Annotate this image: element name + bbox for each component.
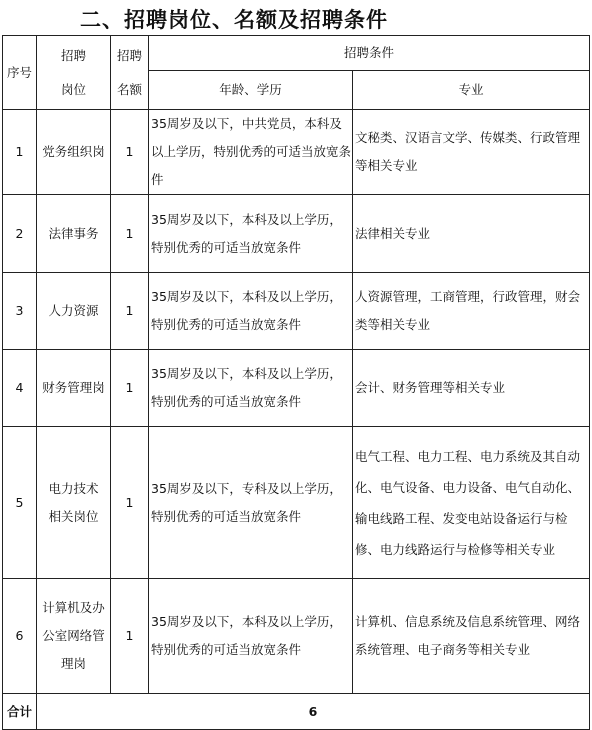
row-conditions: 35周岁及以下，本科及以上学历，特别优秀的可适当放宽条件 bbox=[149, 195, 353, 273]
header-conditions: 招聘条件 bbox=[149, 36, 590, 71]
row-quota: 1 bbox=[111, 195, 149, 273]
table-row bbox=[3, 273, 590, 350]
table-row bbox=[3, 579, 590, 694]
table-row bbox=[3, 110, 590, 195]
header-quota-line1: 招聘 bbox=[116, 47, 142, 63]
row-conditions: 35周岁及以下，本科及以上学历，特别优秀的可适当放宽条件 bbox=[149, 579, 353, 694]
header-quota-line2: 名额 bbox=[116, 81, 142, 97]
row-conditions: 35周岁及以下，本科及以上学历，特别优秀的可适当放宽条件 bbox=[149, 350, 353, 427]
section-title: 二、招聘岗位、名额及招聘条件 bbox=[80, 8, 388, 32]
recruitment-table bbox=[2, 35, 590, 730]
header-seq: 序号 bbox=[3, 36, 37, 110]
table-row bbox=[3, 427, 590, 579]
row-number: 2 bbox=[3, 195, 37, 273]
row-number: 5 bbox=[3, 427, 37, 579]
total-label: 合计 bbox=[3, 694, 37, 730]
row-major: 会计、财务管理等相关专业 bbox=[353, 350, 590, 427]
row-number: 3 bbox=[3, 273, 37, 350]
total-row bbox=[3, 694, 590, 730]
row-quota: 1 bbox=[111, 350, 149, 427]
table-row bbox=[3, 350, 590, 427]
header-age-edu: 年龄、学历 bbox=[149, 71, 353, 110]
row-conditions: 35周岁及以下，专科及以上学历，特别优秀的可适当放宽条件 bbox=[149, 427, 353, 579]
row-quota: 1 bbox=[111, 427, 149, 579]
row-position: 法律事务 bbox=[37, 195, 111, 273]
header-position bbox=[37, 36, 111, 110]
row-quota: 1 bbox=[111, 110, 149, 195]
row-major: 计算机、信息系统及信息系统管理、网络系统管理、电子商务等相关专业 bbox=[353, 579, 590, 694]
row-number: 6 bbox=[3, 579, 37, 694]
row-position: 人力资源 bbox=[37, 273, 111, 350]
row-position: 党务组织岗 bbox=[37, 110, 111, 195]
row-quota: 1 bbox=[111, 579, 149, 694]
row-major: 电气工程、电力工程、电力系统及其自动化、电气设备、电力设备、电气自动化、输电线路工程、发变电站设备运行与检修、电力线路运行与检修等相关专业 bbox=[353, 427, 590, 579]
row-major: 法律相关专业 bbox=[353, 195, 590, 273]
row-quota: 1 bbox=[111, 273, 149, 350]
row-number: 1 bbox=[3, 110, 37, 195]
row-conditions: 35周岁及以下，本科及以上学历，特别优秀的可适当放宽条件 bbox=[149, 273, 353, 350]
header-quota bbox=[111, 36, 149, 110]
header-major: 专业 bbox=[353, 71, 590, 110]
row-position: 计算机及办公室网络管理岗 bbox=[37, 579, 111, 694]
header-position-line2: 岗位 bbox=[60, 81, 86, 97]
row-position: 财务管理岗 bbox=[37, 350, 111, 427]
total-value: 6 bbox=[37, 694, 590, 730]
header-position-line1: 招聘 bbox=[60, 47, 86, 63]
row-position: 电力技术相关岗位 bbox=[37, 427, 111, 579]
row-conditions: 35周岁及以下，中共党员，本科及以上学历，特别优秀的可适当放宽条件 bbox=[149, 110, 353, 195]
row-major: 文秘类、汉语言文学、传媒类、行政管理等相关专业 bbox=[353, 110, 590, 195]
table-row bbox=[3, 195, 590, 273]
row-major: 人资源管理，工商管理，行政管理，财会类等相关专业 bbox=[353, 273, 590, 350]
row-number: 4 bbox=[3, 350, 37, 427]
